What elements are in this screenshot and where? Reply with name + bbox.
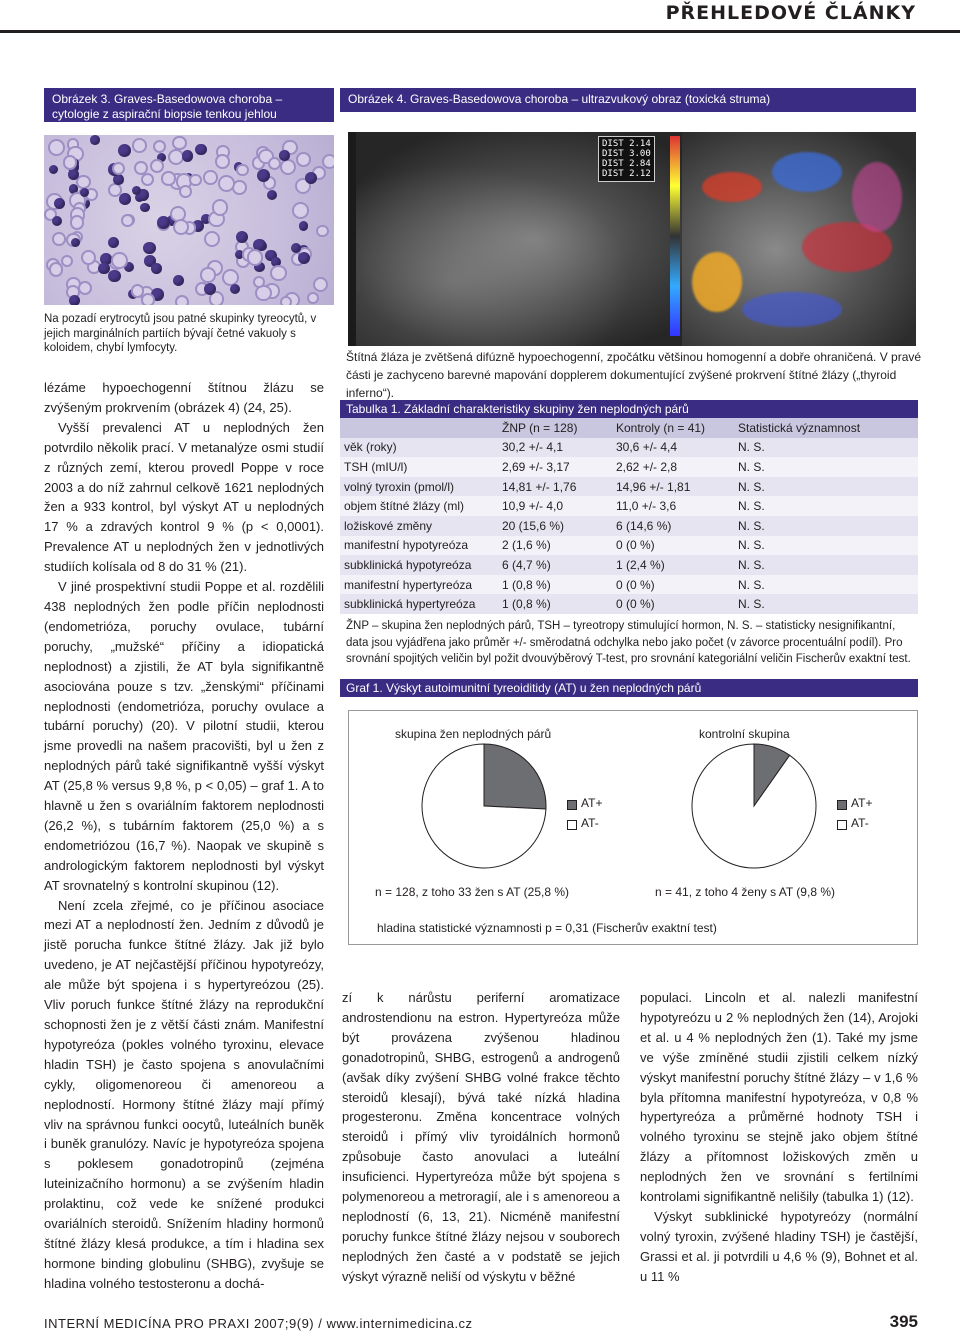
table1-note: ŽNP – skupina žen neplodných párů, TSH – tyreotropy stimulující hormon, N. S. – statisticky nesignifikantní, data jsou vyjádřena jako průměr +/- směrodatná odchylka nebo jako počet (v závorce procentuální podíl). Pro srovnání spojitých veličin byl požit dvouvýběrový T-test, pro srovnání kategoriální veličin Fischerův exaktní test. (346, 620, 911, 665)
pie1-title: skupina žen neplodných párů (395, 727, 552, 741)
table-row: subklinická hypotyreóza 6 (4,7 %) 1 (2,4 %) N. S. (340, 555, 918, 575)
pie-slice-atplus (484, 744, 546, 809)
table-row: ložiskové změny 20 (15,6 %) 6 (14,6 %) N. S. (340, 516, 918, 536)
erythrocyte (212, 199, 229, 216)
thyrocyte-nucleus (113, 174, 123, 184)
erythrocyte (270, 265, 286, 281)
erythrocyte (81, 250, 96, 265)
paragraph: zí k nárůstu periferní aromatizace androstendionu na estron. Hypertyreóza může být provázena zvýšenou hladinou gonadotropinů, SHBG, estrogenů a androgenů (avšak díky zvýšení SHBG volné frakce těchto steroidů klesají), bývá také nízká hladina progesteronu. Změna koncentrace volných steroidů i přímý vliv tyroidálních hormonů způsobuje často anovulaci a luteální insuficienci. Hypertyreóza může být spojena s polymenoreou a metroragií, ale i s amenoreou a neplodností (6, 13, 21). Nicméně manifestní poruchy funkce štítné žlázy nejsou v souborech neplodných žen časté a v podstatě se jejich výskyt výrazně neliší od výskytu v běžné (342, 990, 620, 1284)
erythrocyte (204, 231, 220, 247)
erythrocyte (172, 136, 186, 150)
thyrocyte-nucleus (69, 295, 80, 305)
erythrocyte (153, 140, 166, 153)
figure3-caption-line1: Obrázek 3. Graves-Basedowova choroba – (52, 92, 283, 106)
table-row: subklinická hypertyreóza 1 (0,8 %) 0 (0 %) N. S. (340, 594, 918, 614)
thyrocyte-nucleus (68, 169, 79, 180)
erythrocyte (61, 255, 73, 267)
middle-column (342, 988, 620, 1287)
thyrocyte-nucleus (54, 198, 65, 209)
paragraph: Výskyt subklinické hypotyreózy (normální volný tyroxin, zvýšené hladiny TSH) je častější, Grassi et al. ji potvrdili u 4,6 % (9), Bohnet et al. u 11 % (640, 1208, 918, 1284)
legend-swatch-at-plus (567, 800, 577, 810)
erythrocyte (132, 138, 147, 153)
table-header-row (340, 418, 918, 438)
erythrocyte (253, 276, 265, 288)
journal-info: INTERNÍ MEDICÍNA PRO PRAXI 2007;9(9) / www.internimedicina.cz (44, 1316, 473, 1331)
thyrocyte-nucleus (173, 275, 184, 286)
table-row: manifestní hypertyreóza 1 (0,8 %) 0 (0 %) N. S. (340, 575, 918, 595)
erythrocyte (316, 225, 328, 237)
ultrasound-image (348, 132, 916, 346)
erythrocyte (189, 174, 201, 186)
paragraph: Není zcela zřejmé, co je příčinou asociace mezi AT a neplodností žen. Jedním z důvodů je jistě porucha funkce štítné žlázy. Jak již bylo uvedeno, je AT nejčastější příčinou hypotyreózy, ale může být spojena i s hypertyreózou (25). Vliv poruch funkce štítné žlázy na reprodukční schopnosti žen je z větší části znám. Manifestní hypotyreóza (pokles volného tyroxinu, elevace hladin TSH) je často spojena s anovulačními cykly, oligomenoreou či amenoreou a neplodností. Hormony štítné žlázy mají přímý vliv na správnou funkci oocytů, luteálních buněk i buněk granulózy. Navíc je hypotyreóza spojena s poklesem gonadotropinů (zejména luteinizačního hormonu) a se zvýšením hladin prolaktinu, což vede ke snížené produkci ovariálních steroidů. Snížením hladiny hormonů štítné žlázy klesá produkce, a tím i hladina sex hormone binding globulinu (SHBG), zvyšuje se hladina volného testosteronu a dochá- (44, 897, 324, 1291)
thyrocyte-nucleus (52, 216, 62, 226)
section-header: PŘEHLEDOVÉ ČLÁNKY (665, 2, 916, 24)
thyrocyte-nucleus (49, 165, 58, 174)
table-row: věk (roky) 30,2 +/- 4,1 30,6 +/- 4,4 N. S. (340, 438, 918, 458)
paragraph: Vyšší prevalenci AT u neplodných žen potvrdilo několik prací. V metanalýze osmi studií z různých zemí, kterou provedl Poppe v roce 2003 a do níž zahrnul celkově 1621 neplodných žen a 933 kontrol, byl výskyt AT u neplodných 17 % a zdravých kontrol 9 % (p < 0,0001). Prevalence AT u neplodných žen v jednotlivých studiích kolísala od 8 do 31 % (21). (44, 419, 324, 575)
paragraph: lézáme hypoechogenní štítnou žlázu se zvýšeným prokrvením (obrázek 4) (24, 25). (44, 380, 324, 415)
graph1-footnote: hladina statistické významnosti p = 0,31 (Fischerův exaktní test) (377, 921, 717, 935)
cytology-image (44, 135, 334, 305)
pie1 (422, 744, 546, 868)
pie1-caption: n = 128, z toho 33 žen s AT (25,8 %) (375, 885, 570, 899)
erythrocyte (313, 277, 328, 292)
erythrocyte (236, 164, 249, 177)
erythrocyte (48, 139, 65, 156)
erythrocyte (121, 214, 134, 227)
thyrocyte-nucleus (90, 135, 100, 145)
erythrocyte (49, 262, 64, 277)
thyrocyte-nucleus (230, 284, 240, 294)
erythrocyte (134, 161, 148, 175)
table1-title: Tabulka 1. Základní charakteristiky skupiny žen neplodných párů (340, 400, 918, 418)
thyrocyte-nucleus (299, 221, 309, 231)
erythrocyte (280, 159, 296, 175)
thyrocyte-nucleus (108, 270, 120, 282)
erythrocyte (203, 170, 218, 185)
thyrocyte-nucleus (118, 144, 131, 157)
figure3-caption-line2: cytologie z aspirační biopsie tenkou jehlou (52, 107, 277, 121)
thyrocyte-nucleus (140, 203, 150, 213)
figure4-caption: Obrázek 4. Graves-Basedowova choroba – ultrazvukový obraz (toxická struma) (340, 88, 916, 112)
erythrocyte (52, 232, 66, 246)
legend-label: AT- (851, 816, 869, 830)
erythrocyte (161, 171, 175, 185)
erythrocyte (296, 152, 311, 167)
legend-swatch-at-plus (837, 800, 847, 810)
table-header-cell: Statistická významnost (734, 418, 918, 438)
header-rule (0, 30, 960, 33)
doppler-color-scale (670, 136, 680, 336)
erythrocyte (307, 292, 319, 304)
legend-swatch-at-minus (567, 820, 577, 830)
graph1-box (348, 710, 918, 945)
table-row: objem štítné žlázy (ml) 10,9 +/- 4,0 11,0 +/- 3,6 N. S. (340, 496, 918, 516)
table-header-cell: Kontroly (n = 41) (612, 418, 734, 438)
legend-label: AT+ (581, 796, 603, 810)
thyrocyte-nucleus (119, 193, 131, 205)
pie2-caption: n = 41, z toho 4 ženy s AT (9,8 %) (655, 885, 835, 899)
thyrocyte-nucleus (279, 150, 290, 161)
ultrasound-doppler (682, 132, 916, 346)
erythrocyte (292, 202, 309, 219)
erythrocyte (280, 296, 292, 305)
erythrocyte (70, 215, 84, 229)
table1 (340, 418, 918, 614)
figure3-note: Na pozadí erytrocytů jsou patné skupinky tyreocytů, v jejich marginálních partiích bývají četné vakuoly s koloidem, chybí lymfocyty. (44, 313, 317, 354)
erythrocyte (150, 159, 164, 173)
figure4-note: Štítná žláza je zvětšená difúzně hypoechogenní, zpočátku většinou homogenní a dobře ohraničená. V pravé části je zachyceno barevné mapování dopplerem dokumentující zvýšené prokrvení štítné žlázy („thyroid inferno“). (346, 350, 922, 400)
thyrocyte-nucleus (157, 216, 170, 229)
left-column (44, 378, 324, 1294)
thyrocyte-nucleus (204, 283, 216, 295)
thyrocyte-nucleus (143, 242, 155, 254)
erythrocyte (141, 293, 155, 305)
table-header-cell: ŽNP (n = 128) (498, 418, 612, 438)
graph1-title: Graf 1. Výskyt autoimunitní tyreoiditidy (AT) u žen neplodných párů (340, 679, 918, 697)
pie2-title: kontrolní skupina (699, 727, 790, 741)
thyrocyte-nucleus (257, 169, 270, 182)
thyrocyte-nucleus (71, 238, 80, 247)
ultrasound-readout: DIST 2.14 DIST 3.00 DIST 2.84 DIST 2.12 (598, 136, 655, 182)
thyrocyte-nucleus (108, 237, 119, 248)
erythrocyte (175, 295, 189, 305)
thyrocyte-nucleus (195, 144, 206, 155)
thyrocyte-nucleus (267, 190, 277, 200)
erythrocyte (247, 249, 263, 265)
right-column (640, 988, 918, 1287)
table-row: volný tyroxin (pmol/l) 14,81 +/- 1,76 14,96 +/- 1,81 N. S. (340, 477, 918, 497)
pie-slice-atminus (692, 744, 816, 868)
erythrocyte (268, 157, 281, 170)
erythrocyte (78, 281, 92, 295)
erythrocyte (215, 154, 230, 169)
pie2 (692, 744, 816, 868)
graph1-pies (349, 711, 917, 944)
legend-swatch-at-minus (837, 820, 847, 830)
erythrocyte (131, 284, 144, 297)
thyrocyte-nucleus (182, 150, 194, 162)
erythrocyte (179, 185, 192, 198)
thyrocyte-nucleus (298, 252, 310, 264)
paragraph: V jiné prospektivní studii Poppe et al. rozdělili 438 neplodných žen podle příčin neplodnosti (endometrióza, poruchy ovulace, tubární poruchy, „mužské“ příčiny a idiopatická neplodnost) a zjistili, že AT byla signifikantně asociována pouze s tzv. „ženskými“ příčinami neplodnosti (endometrióza, poruchy ovulace a tubární poruchy) (20). V pilotní studii, kterou jsme provedli na našem pracovišti, byl u žen z neplodných párů také signifikantně vyšší výskyt AT (25,8 % versus 9,8 %, p < 0,05) – graf 1. A to hlavně u žen s ovariálním faktorem neplodnosti (26,2 %), s tubárním faktorem (25,0 %) a s endometriózou (16,7 %). Naopak ve skupině s andrologickým faktorem neplodnosti byl výskyt AT srovnatelný s kontrolní skupinou (12). (44, 579, 324, 893)
legend-label: AT- (581, 816, 599, 830)
paragraph: populaci. Lincoln et al. nalezli manifestní hypotyreózu u 2 % neplodných žen (14), Arojoki et al. u 4 % neplodných žen (1). Také my jsme ve výše zmíněné studii zjistili celkem nízký výskyt manifestní poruchy štítné žlázy – v 1,6 % byla přítomna manifestní hypotyreóza, v 0,8 % hypertyreóza a průměrné hodnoty TSH i volného tyroxinu se stejně jako objem štítné žlázy a přítomnost ložiskových změn u neplodných žen ve srovnání s fertilními kontrolami signifikantně nelišily (tabulka 1) (12). (640, 990, 918, 1205)
table-row: TSH (mIU/l) 2,69 +/- 3,17 2,62 +/- 2,8 N. S. (340, 457, 918, 477)
erythrocyte (63, 155, 77, 169)
table-header-cell (340, 418, 498, 438)
erythrocyte (112, 162, 125, 175)
erythrocyte (111, 252, 128, 269)
table-row: manifestní hypotyreóza 2 (1,6 %) 0 (0 %) N. S. (340, 536, 918, 556)
thyrocyte-nucleus (305, 172, 317, 184)
erythrocyte (200, 267, 216, 283)
page-number: 395 (889, 1312, 918, 1331)
legend-label: AT+ (851, 796, 873, 810)
figure3-caption (44, 88, 334, 122)
erythrocyte (173, 219, 189, 235)
thyrocyte-nucleus (151, 263, 162, 274)
